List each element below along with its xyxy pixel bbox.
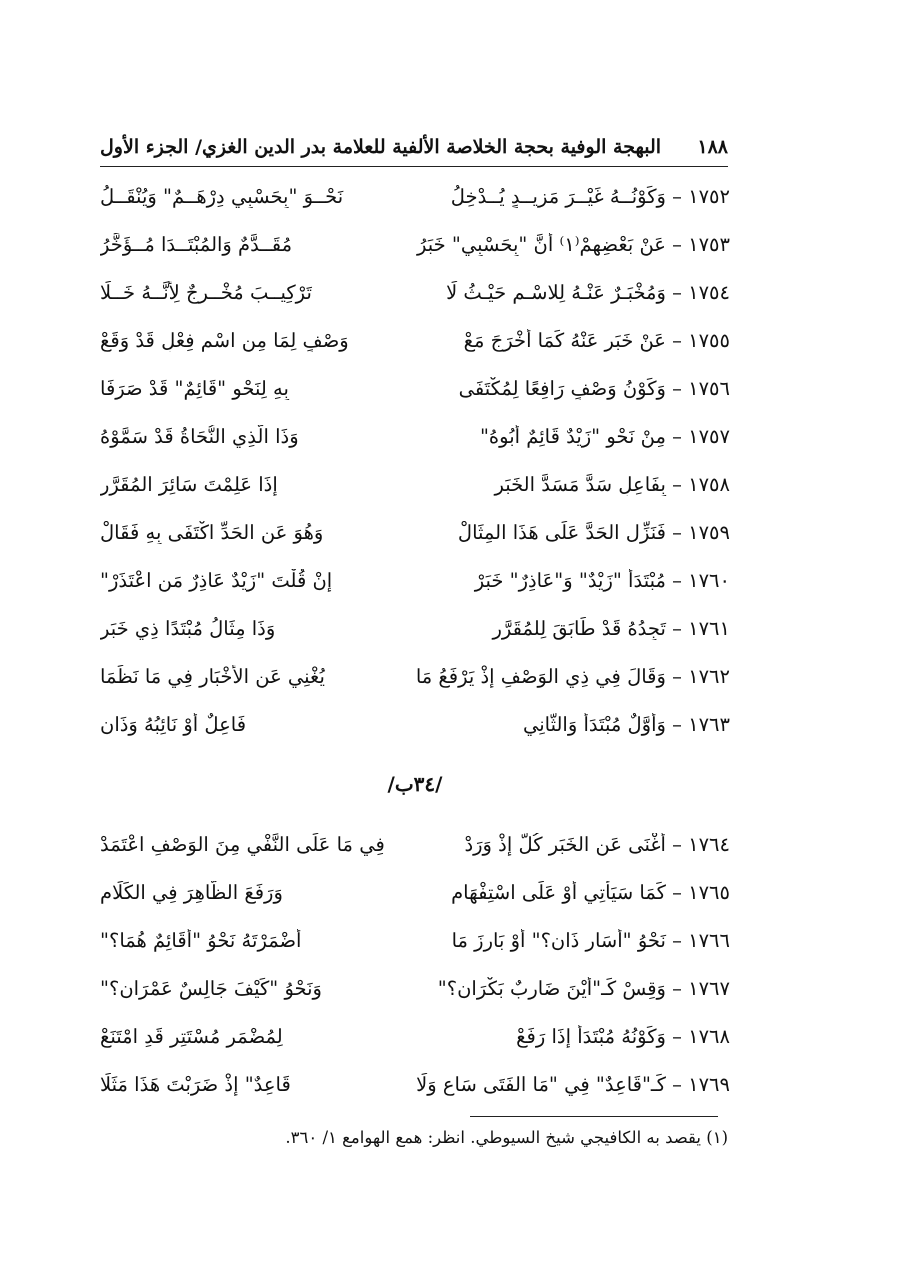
verse-first-hemistich xyxy=(412,473,730,496)
verse-second-hemistich: إِنْ قُلْتَ "زَيْدٌ عَاذِرٌ مَنِ اعْتَذَرْ" xyxy=(100,568,333,592)
verse-number: ١٧٥٤ xyxy=(688,280,730,304)
verse-number: ١٧٥٦ xyxy=(688,376,730,400)
verse-number: ١٧٥٩ xyxy=(688,520,730,544)
verse-number: ١٧٦٩ xyxy=(688,1072,730,1096)
verse-first-text: وَأَوَّلٌ مُبْتَدَأٌ وَالثَّانِي xyxy=(522,712,666,736)
verse-number: ١٧٦٨ xyxy=(688,1024,730,1048)
verse-dash: – xyxy=(665,880,689,904)
verses-before-folio xyxy=(100,172,730,748)
verse-second-hemistich: أَضْمَرْتَهُ نَحْوُ "أَقَائِمٌ هُمَا؟" xyxy=(100,928,302,952)
verse-dash: – xyxy=(665,568,689,592)
verse-second-hemistich: وَصْفٍ لِمَا مِنِ اسْمٍ فِعْلٍ قَدْ وَقَعْ xyxy=(100,328,349,352)
verse-line xyxy=(100,604,730,652)
verse-line xyxy=(100,1060,730,1108)
verse-first-text: مُبْتَدَأٌ "زَيْدٌ" وَ"عَاذِرٌ" خَبَرْ xyxy=(474,568,666,592)
verse-number: ١٧٥٥ xyxy=(688,328,730,352)
verse-line xyxy=(100,916,730,964)
verse-number: ١٧٦٦ xyxy=(688,928,730,952)
verse-dash: – xyxy=(665,1024,689,1048)
verse-first-hemistich xyxy=(412,281,730,304)
verse-first-hemistich xyxy=(412,377,730,400)
verse-line xyxy=(100,316,730,364)
verse-line xyxy=(100,172,730,220)
verse-first-text: وَكَوْنُــهُ غَيْــرَ مَزِيــدٍ يُــدْخِلُ xyxy=(450,184,666,208)
verse-number: ١٧٥٧ xyxy=(688,424,730,448)
verse-number: ١٧٦٧ xyxy=(688,976,730,1000)
verse-line xyxy=(100,868,730,916)
verse-first-hemistich xyxy=(412,1025,730,1048)
verse-number: ١٧٦٤ xyxy=(688,832,730,856)
verse-number: ١٧٥٢ xyxy=(688,184,730,208)
verse-line xyxy=(100,700,730,748)
verse-dash: – xyxy=(665,616,689,640)
verse-first-hemistich xyxy=(412,977,730,1000)
running-title: البهجة الوفية بحجة الخلاصة الألفية للعلامة بدر الدين الغزي/ الجزء الأول xyxy=(100,136,662,158)
verse-dash: – xyxy=(665,976,689,1000)
verse-dash: – xyxy=(665,832,689,856)
verse-line xyxy=(100,460,730,508)
verse-line xyxy=(100,820,730,868)
folio-marker: /٣٤ب/ xyxy=(387,772,443,796)
verses-after-folio xyxy=(100,820,730,1108)
verse-second-hemistich: إِذَا عَلِمْتَ سَائِرَ المُقَرَّرِ xyxy=(100,472,278,496)
verse-first-text: كَمَا سَيَأْتِي أَوْ عَلَى اسْتِفْهَامِ xyxy=(451,880,666,904)
verse-first-hemistich xyxy=(412,185,730,208)
verse-first-text: كَـ"قَاعِدٌ" فِي "مَا الفَتَى سَاعٍ وَلَا xyxy=(416,1072,666,1096)
verse-dash: – xyxy=(665,712,689,736)
verse-dash: – xyxy=(665,328,689,352)
verse-number: ١٧٥٨ xyxy=(688,472,730,496)
verse-line xyxy=(100,268,730,316)
verse-number: ١٧٦٣ xyxy=(688,712,730,736)
verse-second-hemistich: فِي مَا عَلَى النَّفْيِ مِنَ الوَصْفِ اعْتَمَدْ xyxy=(100,832,385,856)
verse-line xyxy=(100,412,730,460)
verse-second-hemistich: تَرْكِيــبَ مُخْــرِجٌ لِأَنَّــهُ خَــلَا xyxy=(100,280,312,304)
verse-line xyxy=(100,1012,730,1060)
verse-dash: – xyxy=(665,520,689,544)
verse-first-text: عَنْ خَبَرٍ عَنْهُ كَمَا أَخْرَجَ مَعْ xyxy=(463,328,666,352)
verse-first-text: وَقِسْ كَـ"أَيْنَ ضَارِبٌ بَكْرَانِ؟" xyxy=(437,976,666,1000)
verse-first-hemistich xyxy=(412,425,730,448)
verse-first-hemistich xyxy=(412,233,730,256)
verse-dash: – xyxy=(665,928,689,952)
verse-number: ١٧٦١ xyxy=(688,616,730,640)
page-number: ١٨٨ xyxy=(697,136,728,158)
verse-second-hemistich: وَرَفَعَ الظَّاهِرَ فِي الكَلَامِ xyxy=(100,880,283,904)
verse-first-text: وَكَوْنُ وَصْفٍ رَافِعًا لِمُكْتَفَى xyxy=(458,376,666,400)
verse-first-hemistich xyxy=(412,713,730,736)
verse-first-text: تَجِدُهُ قَدْ طَابَقَ لِلمُقَرَّرِ xyxy=(492,616,666,640)
verse-second-hemistich: نَحْــوَ "بِحَسْبِي دِرْهَــمٌ" وَيُنْقَــلُ xyxy=(100,184,344,208)
verse-second-hemistich: بِهِ لِنَحْوِ "قَائِمٌ" قَدْ صَرَفَا xyxy=(100,376,289,400)
verse-block xyxy=(100,172,730,1108)
verse-first-text: وَقَالَ فِي ذِي الوَصْفِ إِذْ يَرْفَعُ مَا xyxy=(415,664,666,688)
verse-first-text: نَحْوُ "أَسَارٍ ذَانِ؟" أَوْ بَارِزَ مَا xyxy=(451,928,666,952)
verse-first-text: عَنْ بَعْضِهِمْ⁽١⁾ أَنَّ "بِحَسْبِي" خَبَرُ xyxy=(416,232,666,256)
verse-first-text: بِفَاعِلٍ سَدَّ مَسَدَّ الخَبَرِ xyxy=(494,472,666,496)
verse-first-hemistich xyxy=(412,881,730,904)
verse-first-hemistich xyxy=(412,1073,730,1096)
verse-dash: – xyxy=(665,472,689,496)
verse-second-hemistich: قَاعِدٌ" إِذْ ضَرَبْتَ هَذَا مَثَلَا xyxy=(100,1072,291,1096)
verse-second-hemistich: وَذَا الَّذِي النُّحَاةُ قَدْ سَمَّوْهُ xyxy=(100,424,299,448)
verse-dash: – xyxy=(665,232,689,256)
verse-first-text: مِنْ نَحْوِ "زَيْدٌ قَائِمٌ أَبُوهُ" xyxy=(479,424,666,448)
verse-line xyxy=(100,556,730,604)
verse-number: ١٧٦٠ xyxy=(688,568,730,592)
verse-first-text: فَنَزِّلِ الحَدَّ عَلَى هَذَا المِثَالْ xyxy=(457,520,666,544)
verse-dash: – xyxy=(665,1072,689,1096)
verse-first-hemistich xyxy=(412,329,730,352)
verse-second-hemistich: وَهُوَ عَنِ الحَدِّ اكْتَفَى بِهِ فَقَالْ xyxy=(100,520,324,544)
verse-second-hemistich: فَاعِلٌ أَوْ نَائِبُهُ وَذَانِ xyxy=(100,712,247,736)
verse-dash: – xyxy=(665,280,689,304)
verse-line xyxy=(100,364,730,412)
verse-number: ١٧٦٢ xyxy=(688,664,730,688)
verse-first-text: وَمُخْبَـرٌ عَنْـهُ لِلاسْـمِ حَيْـثُ لَا xyxy=(446,280,666,304)
verse-number: ١٧٦٥ xyxy=(688,880,730,904)
verse-first-hemistich xyxy=(412,929,730,952)
verse-second-hemistich: وَنَحْوُ "كَيْفَ جَالِسٌ عَمْرَانِ؟" xyxy=(100,976,322,1000)
verse-dash: – xyxy=(665,424,689,448)
verse-first-text: وَكَوْنُهُ مُبْتَدَأً إِذَا رَفَعْ xyxy=(516,1024,666,1048)
page-header xyxy=(100,132,728,162)
verse-second-hemistich: يُغْنِي عَنِ الأَخْبَارِ فِي مَا نَظَمَا xyxy=(100,664,325,688)
verse-line xyxy=(100,508,730,556)
verse-number: ١٧٥٣ xyxy=(688,232,730,256)
verse-second-hemistich: وَذَا مِثَالُ مُبْتَدًا ذِي خَبَرِ xyxy=(100,616,276,640)
verse-first-hemistich xyxy=(412,833,730,856)
verse-second-hemistich: لِمُضْمَرٍ مُسْتَتِرٍ قَدِ امْتَنَعْ xyxy=(100,1024,283,1048)
verse-first-hemistich xyxy=(412,665,730,688)
verse-dash: – xyxy=(665,664,689,688)
verse-line xyxy=(100,652,730,700)
verse-first-text: أَغْنَى عَنِ الخَبَرِ كُلٌّ إِذْ وَرَدْ xyxy=(464,832,666,856)
verse-first-hemistich xyxy=(412,617,730,640)
verse-first-hemistich xyxy=(412,521,730,544)
verse-line xyxy=(100,964,730,1012)
verse-line xyxy=(100,220,730,268)
verse-dash: – xyxy=(665,376,689,400)
header-rule xyxy=(100,166,728,167)
footnote: (١) يقصد به الكافيجي شيخ السيوطي. انظر: همع الهوامع ١/ ٣٦٠. xyxy=(285,1128,728,1147)
verse-second-hemistich: مُقَــدَّمٌ وَالمُبْتَــدَا مُــؤَخَّرُ xyxy=(100,232,293,256)
footnote-rule xyxy=(470,1116,718,1117)
verse-dash: – xyxy=(665,184,689,208)
verse-first-hemistich xyxy=(412,569,730,592)
